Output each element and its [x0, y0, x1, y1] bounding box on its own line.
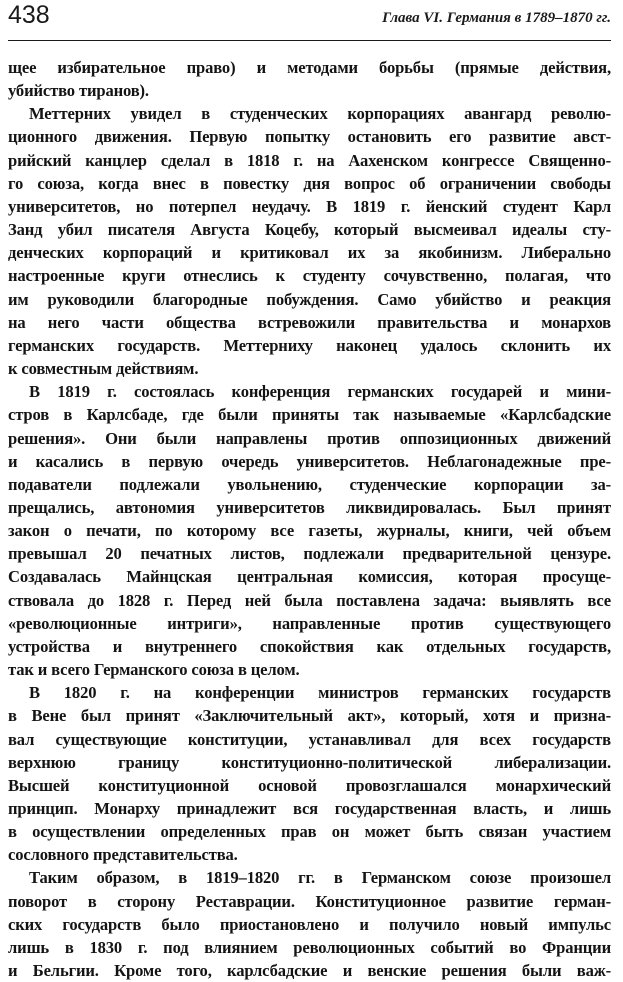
text-line: Создавалась Майнцская центральная комиссия, которая просуще-: [8, 567, 611, 587]
text-line: рийский канцлер сделал в 1818 г. на Аахенском конгрессе Священно-: [8, 150, 611, 170]
text-line: Высшей конституционной основой провозглашался монархический: [8, 775, 611, 795]
text-line: В 1819 г. состоялась конференция германских государей и мини-: [29, 382, 611, 402]
text-line: настроенные круги отнеслись к студенту сочувственно, полагая, что: [8, 266, 611, 286]
paragraph: [8, 681, 611, 866]
text-line: В 1820 г. на конференции министров германских государств: [29, 683, 611, 703]
text-line: стров в Карлсбаде, где были приняты так называемые «Карлсбадские: [8, 405, 611, 425]
text-line: «революционные интриги», направленные против существующего: [8, 613, 611, 633]
body-text: [8, 56, 611, 982]
text-line: решения». Они были направлены против оппозиционных движений: [8, 428, 611, 448]
text-line: и Бельгии. Кроме того, карлсбадские и венские решения были важ-: [8, 961, 611, 981]
text-line: ствовала до 1828 г. Перед ней была поставлена задача: выявлять все: [8, 590, 611, 610]
text-line: вал существующие конституции, устанавливал для всех государств: [8, 729, 611, 749]
page-number: 438: [8, 1, 50, 29]
text-line: в осуществлении определенных прав он может быть связан участием: [8, 822, 611, 842]
text-line: денческих корпораций и критиковал их за якобинизм. Либерально: [8, 243, 611, 263]
text-line: убийство тиранов).: [8, 81, 149, 101]
text-line: так и всего Германского союза в целом.: [8, 660, 300, 680]
text-line: ских государств было приостановлено и получило новый импульс: [8, 914, 611, 934]
text-line: ционного движения. Первую попытку остановить его развитие авст-: [8, 127, 611, 147]
text-line: им руководили благородные побуждения. Само убийство и реакция: [8, 289, 611, 309]
text-line: щее избирательное право) и методами борьбы (прямые действия,: [8, 58, 611, 77]
text-line: и касались в первую очередь университетов. Неблагонадежные пре-: [8, 451, 611, 471]
text-line: го союза, когда внес в повестку дня вопрос об ограничении свободы: [8, 173, 611, 193]
paragraph: [8, 866, 611, 982]
chapter-title: Глава VI. Германия в 1789–1870 гг.: [382, 10, 611, 26]
text-line: закон о печати, по которому все газеты, журналы, книги, чей объем: [8, 521, 611, 541]
text-line: к совместным действиям.: [8, 359, 199, 379]
text-line: верхнюю границу конституционно-политической либерализации.: [8, 752, 611, 772]
text-line: сословного представительства.: [8, 845, 238, 865]
text-line: подаватели подлежали увольнению, студенческие корпорации за-: [8, 474, 611, 494]
running-header: [8, 0, 611, 41]
paragraph: [8, 380, 611, 681]
paragraph: [8, 102, 611, 380]
text-line: устройства и внутреннего спокойствия как отдельных государств,: [8, 636, 611, 656]
text-line: принцип. Монарху принадлежит вся государственная власть, и лишь: [8, 799, 611, 818]
text-line: поворот в сторону Реставрации. Конституционное развитие герман-: [8, 891, 611, 911]
text-line: лишь в 1830 г. под влиянием революционных событий во Франции: [8, 937, 611, 957]
text-line: прещались, автономия университетов ликвидировалась. Был принят: [8, 497, 611, 517]
text-line: Меттерних увидел в студенческих корпорациях авангард револю-: [29, 104, 611, 124]
text-line: на него части общества встревожили правительства и монархов: [8, 312, 611, 332]
text-line: университетов, но потерпел неудачу. В 1819 г. йенский студент Карл: [8, 196, 611, 216]
text-line: в Вене был принят «Заключительный акт», который, хотя и призна-: [8, 706, 611, 726]
paragraph: [8, 56, 611, 102]
text-line: Таким образом, в 1819–1820 гг. в Германском союзе произошел: [29, 868, 611, 888]
text-line: превышал 20 печатных листов, подлежали предварительной цензуре.: [8, 544, 611, 564]
text-line: германских государств. Меттерниху наконец удалось склонить их: [8, 335, 611, 355]
text-line: Занд убил писателя Августа Коцебу, который высмеивал идеалы сту-: [8, 220, 611, 240]
